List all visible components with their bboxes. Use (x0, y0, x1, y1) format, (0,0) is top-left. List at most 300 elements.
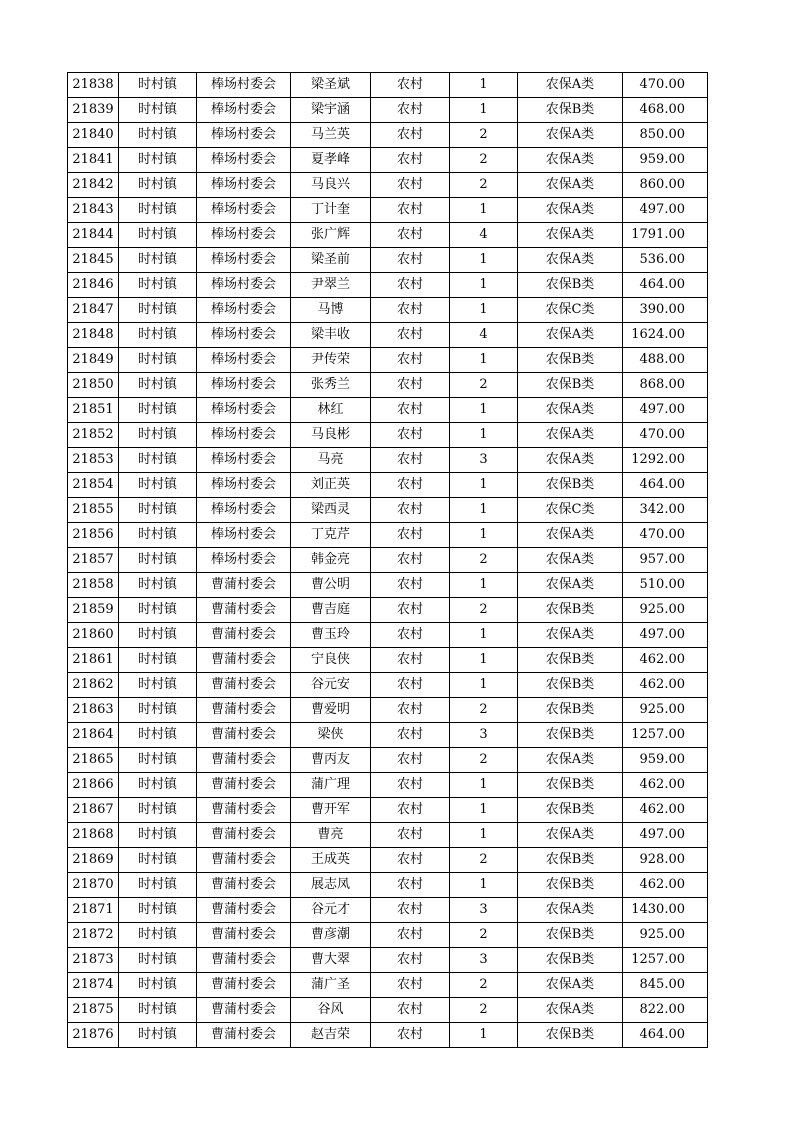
cell-serial-number: 21875 (68, 998, 119, 1023)
cell-name: 曹开军 (291, 798, 371, 823)
cell-amount: 464.00 (623, 473, 708, 498)
cell-amount: 925.00 (623, 923, 708, 948)
cell-household-size: 2 (450, 923, 518, 948)
cell-name: 尹翠兰 (291, 273, 371, 298)
cell-household-type: 农村 (371, 98, 450, 123)
cell-town: 时村镇 (119, 123, 197, 148)
cell-insurance-category: 农保A类 (518, 323, 623, 348)
cell-household-type: 农村 (371, 1023, 450, 1048)
cell-amount: 464.00 (623, 273, 708, 298)
cell-name: 曹亮 (291, 823, 371, 848)
cell-insurance-category: 农保A类 (518, 748, 623, 773)
cell-household-type: 农村 (371, 748, 450, 773)
cell-serial-number: 21864 (68, 723, 119, 748)
cell-name: 梁宇涵 (291, 98, 371, 123)
table-body (68, 73, 708, 1048)
cell-amount: 1791.00 (623, 223, 708, 248)
cell-insurance-category: 农保B类 (518, 673, 623, 698)
cell-village-committee: 曹蒲村委会 (197, 748, 291, 773)
cell-insurance-category: 农保C类 (518, 498, 623, 523)
cell-town: 时村镇 (119, 498, 197, 523)
cell-household-type: 农村 (371, 723, 450, 748)
cell-name: 曹玉玲 (291, 623, 371, 648)
cell-serial-number: 21867 (68, 798, 119, 823)
cell-serial-number: 21874 (68, 973, 119, 998)
cell-town: 时村镇 (119, 298, 197, 323)
cell-name: 马兰英 (291, 123, 371, 148)
cell-household-size: 3 (450, 723, 518, 748)
cell-village-committee: 曹蒲村委会 (197, 848, 291, 873)
cell-village-committee: 曹蒲村委会 (197, 623, 291, 648)
cell-village-committee: 棒场村委会 (197, 498, 291, 523)
cell-town: 时村镇 (119, 898, 197, 923)
cell-amount: 488.00 (623, 348, 708, 373)
cell-town: 时村镇 (119, 673, 197, 698)
cell-village-committee: 棒场村委会 (197, 173, 291, 198)
table-row (68, 973, 708, 998)
table-row (68, 848, 708, 873)
cell-town: 时村镇 (119, 473, 197, 498)
cell-village-committee: 曹蒲村委会 (197, 798, 291, 823)
cell-household-type: 农村 (371, 523, 450, 548)
cell-amount: 860.00 (623, 173, 708, 198)
cell-amount: 1292.00 (623, 448, 708, 473)
cell-village-committee: 棒场村委会 (197, 248, 291, 273)
table-row (68, 373, 708, 398)
cell-serial-number: 21854 (68, 473, 119, 498)
cell-name: 夏孝峰 (291, 148, 371, 173)
table-row (68, 123, 708, 148)
cell-household-size: 3 (450, 898, 518, 923)
cell-household-size: 2 (450, 973, 518, 998)
cell-town: 时村镇 (119, 848, 197, 873)
cell-insurance-category: 农保A类 (518, 248, 623, 273)
cell-household-size: 3 (450, 948, 518, 973)
cell-town: 时村镇 (119, 398, 197, 423)
cell-town: 时村镇 (119, 598, 197, 623)
cell-insurance-category: 农保A类 (518, 448, 623, 473)
cell-household-size: 1 (450, 298, 518, 323)
cell-town: 时村镇 (119, 148, 197, 173)
cell-name: 韩金亮 (291, 548, 371, 573)
cell-household-type: 农村 (371, 148, 450, 173)
cell-household-size: 1 (450, 248, 518, 273)
cell-village-committee: 曹蒲村委会 (197, 773, 291, 798)
cell-serial-number: 21858 (68, 573, 119, 598)
cell-amount: 1430.00 (623, 898, 708, 923)
cell-village-committee: 棒场村委会 (197, 473, 291, 498)
cell-village-committee: 棒场村委会 (197, 273, 291, 298)
cell-name: 张秀兰 (291, 373, 371, 398)
cell-household-size: 1 (450, 623, 518, 648)
cell-serial-number: 21848 (68, 323, 119, 348)
cell-household-size: 2 (450, 998, 518, 1023)
cell-household-type: 农村 (371, 898, 450, 923)
cell-household-type: 农村 (371, 673, 450, 698)
cell-town: 时村镇 (119, 723, 197, 748)
table-row (68, 698, 708, 723)
cell-amount: 468.00 (623, 98, 708, 123)
cell-household-type: 农村 (371, 448, 450, 473)
table-row (68, 298, 708, 323)
cell-insurance-category: 农保B类 (518, 648, 623, 673)
cell-household-size: 2 (450, 373, 518, 398)
cell-amount: 497.00 (623, 823, 708, 848)
cell-amount: 470.00 (623, 423, 708, 448)
cell-insurance-category: 农保B类 (518, 348, 623, 373)
cell-town: 时村镇 (119, 648, 197, 673)
cell-serial-number: 21863 (68, 698, 119, 723)
cell-name: 林红 (291, 398, 371, 423)
table-row (68, 623, 708, 648)
cell-household-size: 1 (450, 498, 518, 523)
cell-village-committee: 棒场村委会 (197, 123, 291, 148)
table-row (68, 423, 708, 448)
cell-serial-number: 21849 (68, 348, 119, 373)
cell-village-committee: 棒场村委会 (197, 448, 291, 473)
cell-household-type: 农村 (371, 123, 450, 148)
cell-name: 马良彬 (291, 423, 371, 448)
cell-household-type: 农村 (371, 348, 450, 373)
cell-village-committee: 棒场村委会 (197, 373, 291, 398)
cell-village-committee: 曹蒲村委会 (197, 573, 291, 598)
cell-serial-number: 21862 (68, 673, 119, 698)
cell-serial-number: 21857 (68, 548, 119, 573)
cell-household-size: 1 (450, 523, 518, 548)
table-row (68, 773, 708, 798)
table-row (68, 473, 708, 498)
cell-name: 蒲广圣 (291, 973, 371, 998)
cell-village-committee: 曹蒲村委会 (197, 723, 291, 748)
cell-name: 曹大翠 (291, 948, 371, 973)
cell-name: 蒲广理 (291, 773, 371, 798)
cell-insurance-category: 农保B类 (518, 598, 623, 623)
cell-serial-number: 21860 (68, 623, 119, 648)
cell-serial-number: 21869 (68, 848, 119, 873)
table-row (68, 648, 708, 673)
cell-household-type: 农村 (371, 198, 450, 223)
cell-amount: 470.00 (623, 523, 708, 548)
cell-town: 时村镇 (119, 348, 197, 373)
cell-name: 梁圣前 (291, 248, 371, 273)
cell-name: 王成英 (291, 848, 371, 873)
cell-town: 时村镇 (119, 748, 197, 773)
table-row (68, 73, 708, 98)
cell-household-type: 农村 (371, 73, 450, 98)
cell-household-type: 农村 (371, 423, 450, 448)
cell-name: 曹丙友 (291, 748, 371, 773)
cell-household-type: 农村 (371, 248, 450, 273)
table-row (68, 923, 708, 948)
cell-town: 时村镇 (119, 323, 197, 348)
table-row (68, 173, 708, 198)
cell-village-committee: 棒场村委会 (197, 73, 291, 98)
cell-household-size: 1 (450, 798, 518, 823)
cell-village-committee: 曹蒲村委会 (197, 598, 291, 623)
cell-household-size: 1 (450, 773, 518, 798)
cell-amount: 1257.00 (623, 948, 708, 973)
cell-serial-number: 21855 (68, 498, 119, 523)
cell-household-type: 农村 (371, 273, 450, 298)
cell-name: 赵吉荣 (291, 1023, 371, 1048)
cell-insurance-category: 农保A类 (518, 548, 623, 573)
cell-household-size: 1 (450, 648, 518, 673)
cell-serial-number: 21856 (68, 523, 119, 548)
cell-insurance-category: 农保B类 (518, 723, 623, 748)
cell-name: 梁侠 (291, 723, 371, 748)
cell-insurance-category: 农保A类 (518, 623, 623, 648)
cell-name: 马良兴 (291, 173, 371, 198)
cell-name: 马亮 (291, 448, 371, 473)
cell-amount: 390.00 (623, 298, 708, 323)
cell-household-type: 农村 (371, 323, 450, 348)
table-row (68, 148, 708, 173)
cell-household-size: 4 (450, 223, 518, 248)
cell-household-size: 1 (450, 473, 518, 498)
cell-village-committee: 曹蒲村委会 (197, 898, 291, 923)
cell-serial-number: 21852 (68, 423, 119, 448)
cell-village-committee: 棒场村委会 (197, 523, 291, 548)
cell-amount: 925.00 (623, 598, 708, 623)
cell-town: 时村镇 (119, 873, 197, 898)
cell-amount: 1624.00 (623, 323, 708, 348)
cell-amount: 462.00 (623, 673, 708, 698)
cell-household-type: 农村 (371, 648, 450, 673)
cell-town: 时村镇 (119, 948, 197, 973)
cell-household-type: 农村 (371, 398, 450, 423)
cell-name: 张广辉 (291, 223, 371, 248)
cell-serial-number: 21850 (68, 373, 119, 398)
cell-amount: 822.00 (623, 998, 708, 1023)
cell-serial-number: 21871 (68, 898, 119, 923)
cell-serial-number: 21872 (68, 923, 119, 948)
cell-household-type: 农村 (371, 823, 450, 848)
cell-insurance-category: 农保A类 (518, 123, 623, 148)
cell-village-committee: 曹蒲村委会 (197, 948, 291, 973)
cell-insurance-category: 农保B类 (518, 948, 623, 973)
cell-household-size: 1 (450, 98, 518, 123)
cell-serial-number: 21844 (68, 223, 119, 248)
cell-household-size: 2 (450, 598, 518, 623)
cell-amount: 959.00 (623, 148, 708, 173)
cell-household-type: 农村 (371, 298, 450, 323)
cell-household-type: 农村 (371, 598, 450, 623)
cell-town: 时村镇 (119, 798, 197, 823)
cell-household-type: 农村 (371, 473, 450, 498)
cell-amount: 497.00 (623, 198, 708, 223)
table-row (68, 223, 708, 248)
cell-household-size: 2 (450, 148, 518, 173)
table-row (68, 673, 708, 698)
cell-insurance-category: 农保B类 (518, 798, 623, 823)
cell-household-size: 1 (450, 673, 518, 698)
cell-insurance-category: 农保B类 (518, 273, 623, 298)
cell-name: 刘正英 (291, 473, 371, 498)
table-row (68, 598, 708, 623)
table-row (68, 448, 708, 473)
cell-town: 时村镇 (119, 248, 197, 273)
cell-amount: 497.00 (623, 398, 708, 423)
cell-serial-number: 21842 (68, 173, 119, 198)
cell-village-committee: 曹蒲村委会 (197, 1023, 291, 1048)
cell-village-committee: 曹蒲村委会 (197, 923, 291, 948)
cell-household-type: 农村 (371, 848, 450, 873)
cell-serial-number: 21853 (68, 448, 119, 473)
cell-town: 时村镇 (119, 923, 197, 948)
cell-name: 宁良侠 (291, 648, 371, 673)
cell-serial-number: 21839 (68, 98, 119, 123)
assistance-roster-table (67, 72, 708, 1048)
cell-insurance-category: 农保B类 (518, 698, 623, 723)
cell-household-type: 农村 (371, 373, 450, 398)
cell-village-committee: 曹蒲村委会 (197, 698, 291, 723)
cell-name: 谷风 (291, 998, 371, 1023)
cell-name: 梁丰收 (291, 323, 371, 348)
cell-village-committee: 棒场村委会 (197, 223, 291, 248)
cell-household-type: 农村 (371, 773, 450, 798)
cell-insurance-category: 农保B类 (518, 773, 623, 798)
cell-insurance-category: 农保A类 (518, 73, 623, 98)
cell-amount: 462.00 (623, 773, 708, 798)
cell-town: 时村镇 (119, 523, 197, 548)
cell-town: 时村镇 (119, 198, 197, 223)
cell-household-type: 农村 (371, 873, 450, 898)
cell-serial-number: 21840 (68, 123, 119, 148)
cell-town: 时村镇 (119, 548, 197, 573)
cell-insurance-category: 农保B类 (518, 923, 623, 948)
cell-household-size: 1 (450, 423, 518, 448)
cell-insurance-category: 农保A类 (518, 823, 623, 848)
cell-household-type: 农村 (371, 698, 450, 723)
cell-serial-number: 21866 (68, 773, 119, 798)
cell-name: 梁圣斌 (291, 73, 371, 98)
cell-insurance-category: 农保B类 (518, 1023, 623, 1048)
cell-household-type: 农村 (371, 973, 450, 998)
cell-amount: 868.00 (623, 373, 708, 398)
cell-household-type: 农村 (371, 223, 450, 248)
cell-name: 曹彦潮 (291, 923, 371, 948)
cell-town: 时村镇 (119, 73, 197, 98)
cell-town: 时村镇 (119, 1023, 197, 1048)
table-row (68, 1023, 708, 1048)
cell-name: 谷元安 (291, 673, 371, 698)
cell-household-size: 1 (450, 398, 518, 423)
cell-village-committee: 棒场村委会 (197, 148, 291, 173)
table-row (68, 198, 708, 223)
cell-insurance-category: 农保B类 (518, 473, 623, 498)
cell-name: 梁西灵 (291, 498, 371, 523)
cell-name: 展志凤 (291, 873, 371, 898)
cell-amount: 536.00 (623, 248, 708, 273)
cell-amount: 462.00 (623, 648, 708, 673)
cell-household-size: 1 (450, 73, 518, 98)
cell-insurance-category: 农保A类 (518, 523, 623, 548)
table-row (68, 723, 708, 748)
cell-insurance-category: 农保A类 (518, 973, 623, 998)
table-row (68, 323, 708, 348)
cell-insurance-category: 农保A类 (518, 398, 623, 423)
cell-household-size: 2 (450, 123, 518, 148)
cell-serial-number: 21873 (68, 948, 119, 973)
cell-name: 马博 (291, 298, 371, 323)
cell-village-committee: 棒场村委会 (197, 548, 291, 573)
cell-insurance-category: 农保C类 (518, 298, 623, 323)
cell-amount: 845.00 (623, 973, 708, 998)
cell-town: 时村镇 (119, 223, 197, 248)
cell-household-size: 2 (450, 173, 518, 198)
table-row (68, 823, 708, 848)
cell-household-type: 农村 (371, 948, 450, 973)
cell-amount: 510.00 (623, 573, 708, 598)
cell-village-committee: 曹蒲村委会 (197, 873, 291, 898)
cell-insurance-category: 农保B类 (518, 98, 623, 123)
cell-village-committee: 曹蒲村委会 (197, 998, 291, 1023)
cell-town: 时村镇 (119, 423, 197, 448)
cell-village-committee: 棒场村委会 (197, 198, 291, 223)
cell-village-committee: 棒场村委会 (197, 98, 291, 123)
cell-amount: 957.00 (623, 548, 708, 573)
cell-household-size: 1 (450, 573, 518, 598)
cell-insurance-category: 农保A类 (518, 148, 623, 173)
table-row (68, 498, 708, 523)
cell-amount: 928.00 (623, 848, 708, 873)
cell-insurance-category: 农保A类 (518, 198, 623, 223)
cell-amount: 342.00 (623, 498, 708, 523)
cell-household-size: 2 (450, 698, 518, 723)
cell-insurance-category: 农保A类 (518, 998, 623, 1023)
cell-name: 丁计奎 (291, 198, 371, 223)
cell-town: 时村镇 (119, 173, 197, 198)
cell-town: 时村镇 (119, 573, 197, 598)
cell-household-size: 3 (450, 448, 518, 473)
cell-insurance-category: 农保A类 (518, 573, 623, 598)
cell-village-committee: 曹蒲村委会 (197, 648, 291, 673)
cell-serial-number: 21865 (68, 748, 119, 773)
cell-town: 时村镇 (119, 623, 197, 648)
cell-insurance-category: 农保A类 (518, 423, 623, 448)
table-row (68, 348, 708, 373)
cell-serial-number: 21843 (68, 198, 119, 223)
cell-household-type: 农村 (371, 173, 450, 198)
cell-amount: 850.00 (623, 123, 708, 148)
cell-name: 曹爱明 (291, 698, 371, 723)
table-row (68, 98, 708, 123)
cell-town: 时村镇 (119, 973, 197, 998)
cell-household-size: 1 (450, 198, 518, 223)
cell-serial-number: 21846 (68, 273, 119, 298)
cell-household-type: 农村 (371, 573, 450, 598)
cell-serial-number: 21870 (68, 873, 119, 898)
cell-household-type: 农村 (371, 548, 450, 573)
cell-town: 时村镇 (119, 448, 197, 473)
cell-household-size: 2 (450, 748, 518, 773)
cell-insurance-category: 农保B类 (518, 373, 623, 398)
cell-amount: 959.00 (623, 748, 708, 773)
cell-amount: 925.00 (623, 698, 708, 723)
table-row (68, 573, 708, 598)
cell-village-committee: 棒场村委会 (197, 398, 291, 423)
cell-town: 时村镇 (119, 698, 197, 723)
cell-household-size: 1 (450, 273, 518, 298)
cell-village-committee: 曹蒲村委会 (197, 973, 291, 998)
cell-serial-number: 21859 (68, 598, 119, 623)
cell-town: 时村镇 (119, 373, 197, 398)
table-row (68, 998, 708, 1023)
cell-household-size: 2 (450, 848, 518, 873)
cell-village-committee: 曹蒲村委会 (197, 823, 291, 848)
cell-name: 曹吉庭 (291, 598, 371, 623)
cell-household-size: 1 (450, 1023, 518, 1048)
